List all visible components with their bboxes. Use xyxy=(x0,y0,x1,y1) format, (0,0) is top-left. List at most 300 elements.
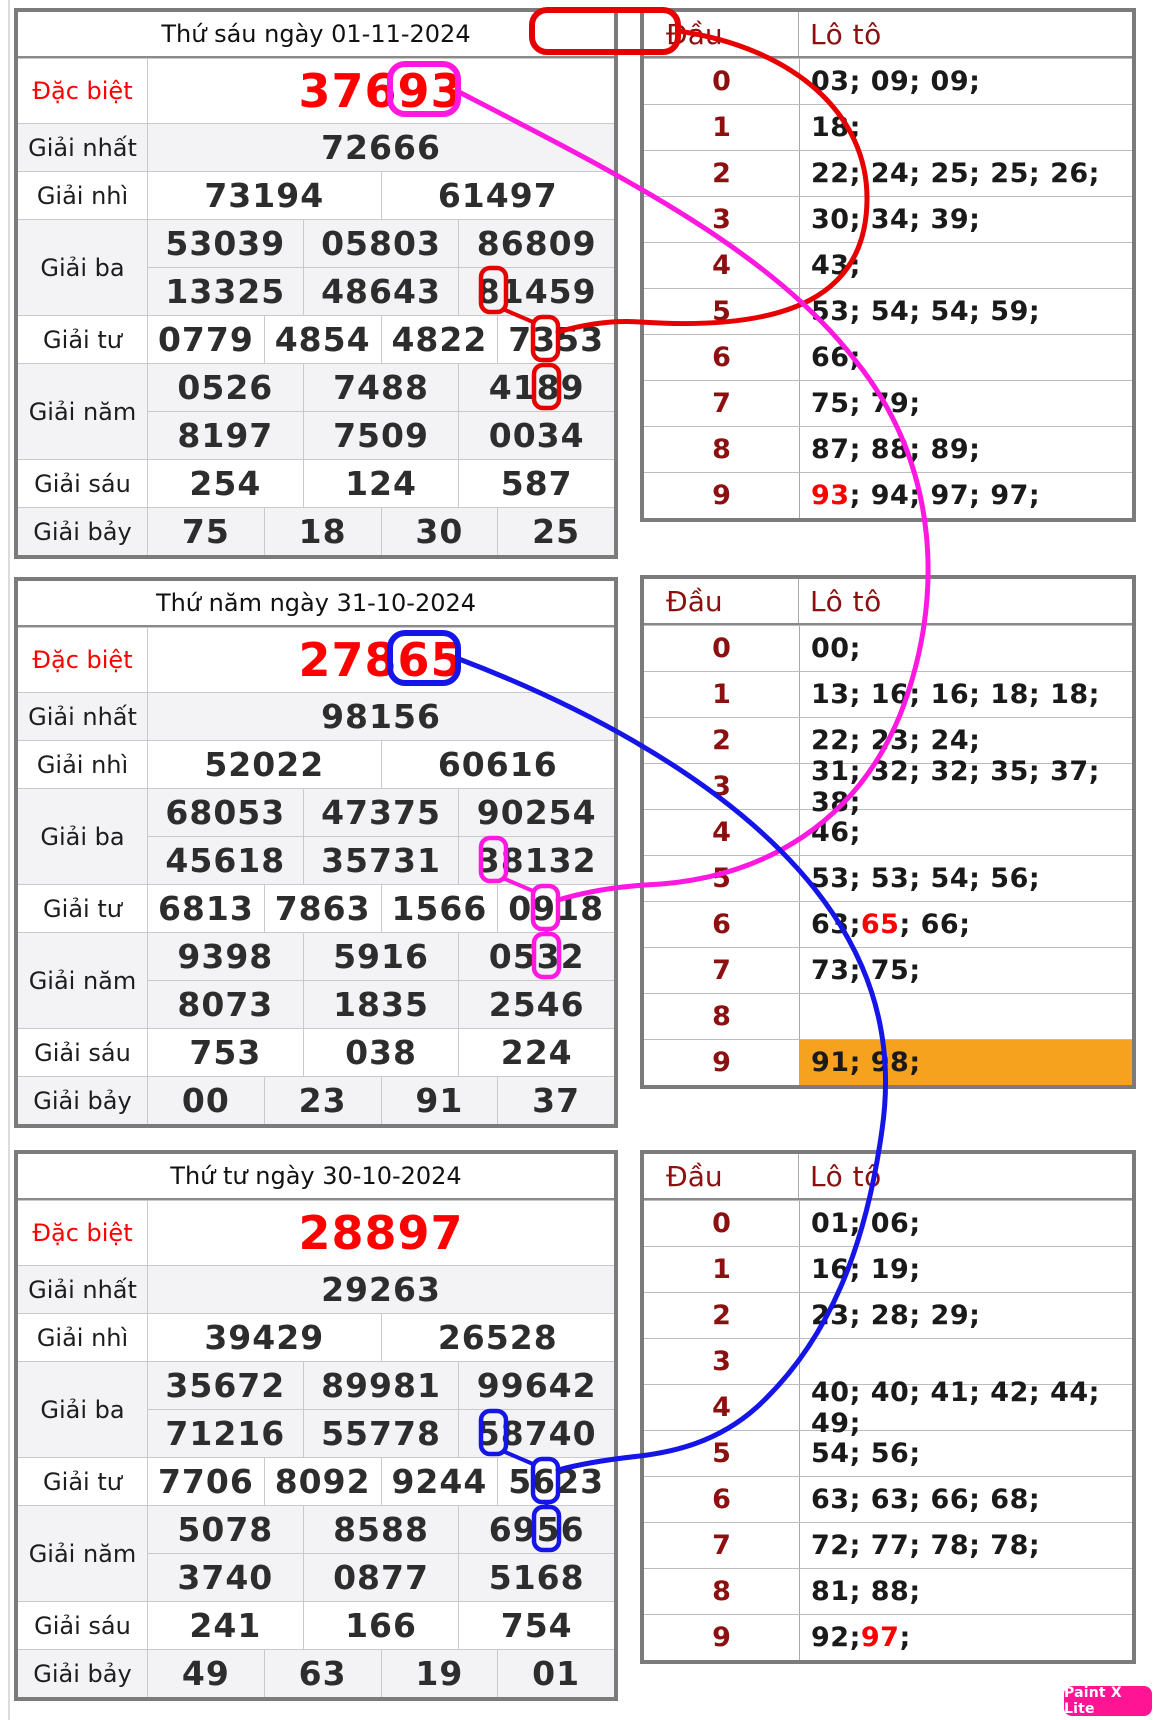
prize-number: 8197 xyxy=(177,416,274,455)
prize-row xyxy=(18,1601,614,1649)
prize-values xyxy=(148,933,614,1028)
prize-number: 72666 xyxy=(321,128,441,167)
loto-value-red: 97 xyxy=(860,1622,900,1653)
prize-values xyxy=(148,220,614,315)
prize-number: 6813 xyxy=(157,889,254,928)
loto-row xyxy=(644,150,1132,196)
prize-row xyxy=(18,123,614,171)
loto-values xyxy=(800,672,1132,717)
prize-number: 53039 xyxy=(165,224,286,263)
loto-values xyxy=(800,197,1132,242)
prize-line xyxy=(148,1029,614,1076)
prize-number: 61497 xyxy=(381,172,615,219)
loto-row xyxy=(644,993,1132,1039)
prize-number: 25 xyxy=(497,508,614,555)
prize-number: 0526 xyxy=(177,368,274,407)
loto-values xyxy=(800,1431,1132,1476)
result-table-3 xyxy=(14,1150,618,1701)
loto-row xyxy=(644,755,1132,818)
prize-number: 55778 xyxy=(303,1410,459,1457)
prize-number: 4854 xyxy=(264,316,381,363)
prize-label: Giải bảy xyxy=(18,1650,148,1697)
loto-value-text: 03; 09; 09; xyxy=(811,66,981,97)
prize-values xyxy=(148,1458,614,1505)
loto-row xyxy=(644,1292,1132,1338)
prize-number: 05803 xyxy=(303,220,459,267)
loto-row xyxy=(644,380,1132,426)
loto-head-digit: 8 xyxy=(644,427,800,472)
prize-line xyxy=(148,789,614,836)
prize-row xyxy=(18,363,614,459)
prize-number: 4189 xyxy=(458,364,614,411)
loto-col-head-loto: Lô tô xyxy=(810,1159,882,1193)
loto-row xyxy=(644,947,1132,993)
loto-values xyxy=(800,626,1132,671)
loto-col-head-dau: Đầu xyxy=(644,579,799,623)
prize-number: 753 xyxy=(189,1033,262,1072)
prize-label: Giải năm xyxy=(18,933,148,1028)
loto-row xyxy=(644,58,1132,104)
loto-value-text: ; 66; xyxy=(899,909,971,940)
prize-row xyxy=(18,1028,614,1076)
prize-number: 00 xyxy=(181,1081,230,1120)
loto-head-digit: 7 xyxy=(644,1523,800,1568)
prize-number: 37693 xyxy=(298,64,464,118)
loto-head-digit: 8 xyxy=(644,994,800,1039)
prize-row xyxy=(18,932,614,1028)
prize-line xyxy=(148,1314,614,1361)
loto-values xyxy=(800,1293,1132,1338)
loto-value-text: 53; 53; 54; 56; xyxy=(811,863,1041,894)
loto-row xyxy=(644,426,1132,472)
prize-line xyxy=(148,460,614,507)
loto-value-text: 73; 75; xyxy=(811,955,921,986)
prize-line xyxy=(148,1409,614,1457)
prize-number: 27865 xyxy=(298,633,464,687)
prize-number: 241 xyxy=(189,1606,262,1645)
loto-values xyxy=(800,59,1132,104)
prize-number: 4822 xyxy=(381,316,498,363)
loto-value-text: 46; xyxy=(811,817,861,848)
loto-value-text: 75; 79; xyxy=(811,388,921,419)
prize-number: 224 xyxy=(458,1029,614,1076)
loto-head-digit: 3 xyxy=(644,764,800,809)
loto-head-digit: 5 xyxy=(644,289,800,334)
prize-line xyxy=(148,1650,614,1697)
prize-number: 18 xyxy=(264,508,381,555)
loto-head-digit: 5 xyxy=(644,1431,800,1476)
prize-number: 81459 xyxy=(458,268,614,315)
prize-number: 13325 xyxy=(165,272,286,311)
loto-value-text: 54; 56; xyxy=(811,1438,921,1469)
loto-head-digit: 1 xyxy=(644,105,800,150)
loto-value-red: 93 xyxy=(811,480,850,511)
loto-value-text: 43; xyxy=(811,250,861,281)
prize-row xyxy=(18,1361,614,1457)
prize-line xyxy=(148,933,614,980)
prize-number: 23 xyxy=(264,1077,381,1124)
loto-header-row xyxy=(644,579,1132,625)
loto-values xyxy=(800,902,1132,947)
prize-label: Giải nhất xyxy=(18,1266,148,1313)
prize-values xyxy=(148,1029,614,1076)
result-date: Thứ tư ngày 30-10-2024 xyxy=(18,1154,614,1200)
prize-label: Giải nhì xyxy=(18,1314,148,1361)
loto-value-text: 00; xyxy=(811,633,861,664)
loto-value-text: 63; xyxy=(811,909,861,940)
prize-number: 7353 xyxy=(497,316,614,363)
prize-values xyxy=(148,1266,614,1313)
prize-number: 86809 xyxy=(458,220,614,267)
loto-values xyxy=(800,1615,1132,1660)
prize-number: 1566 xyxy=(381,885,498,932)
loto-value-text: ; xyxy=(899,1622,911,1653)
prize-line xyxy=(148,693,614,740)
loto-values xyxy=(800,243,1132,288)
prize-line xyxy=(148,124,614,171)
loto-table-1 xyxy=(640,8,1136,522)
loto-value-text: 23; 28; 29; xyxy=(811,1300,981,1331)
result-date: Thứ sáu ngày 01-11-2024 xyxy=(18,12,614,58)
prize-label: Giải bảy xyxy=(18,1077,148,1124)
prize-row xyxy=(18,219,614,315)
loto-value-text: ; 94; 97; 97; xyxy=(849,480,1041,511)
prize-row xyxy=(18,315,614,363)
loto-header-row xyxy=(644,12,1132,58)
prize-row xyxy=(18,1265,614,1313)
loto-value-text: 72; 77; 78; 78; xyxy=(811,1530,1041,1561)
loto-values xyxy=(800,1477,1132,1522)
prize-number: 7488 xyxy=(303,364,459,411)
prize-label: Giải tư xyxy=(18,885,148,932)
loto-values xyxy=(800,810,1132,855)
loto-head-digit: 2 xyxy=(644,1293,800,1338)
prize-values xyxy=(148,885,614,932)
prize-number: 91 xyxy=(381,1077,498,1124)
prize-values xyxy=(148,316,614,363)
prize-number: 2546 xyxy=(458,981,614,1028)
loto-values xyxy=(800,1201,1132,1246)
prize-row xyxy=(18,1200,614,1265)
prize-number: 0779 xyxy=(157,320,254,359)
loto-head-digit: 2 xyxy=(644,718,800,763)
prize-row xyxy=(18,58,614,123)
loto-head-digit: 9 xyxy=(644,1615,800,1660)
prize-number: 5916 xyxy=(303,933,459,980)
loto-value-text: 22; 24; 25; 25; 26; xyxy=(811,158,1100,189)
prize-row xyxy=(18,1649,614,1697)
loto-header-row xyxy=(644,1154,1132,1200)
loto-head-digit: 1 xyxy=(644,1247,800,1292)
loto-row xyxy=(644,1568,1132,1614)
prize-number: 30 xyxy=(381,508,498,555)
prize-row xyxy=(18,459,614,507)
prize-label: Giải sáu xyxy=(18,460,148,507)
prize-number: 0877 xyxy=(303,1554,459,1601)
prize-number: 8588 xyxy=(303,1506,459,1553)
prize-line xyxy=(148,59,614,123)
prize-number: 37 xyxy=(497,1077,614,1124)
prize-number: 68053 xyxy=(165,793,286,832)
prize-line xyxy=(148,1506,614,1553)
prize-number: 73194 xyxy=(204,176,325,215)
loto-values xyxy=(800,948,1132,993)
prize-values xyxy=(148,1077,614,1124)
prize-row xyxy=(18,884,614,932)
loto-value-text: 01; 06; xyxy=(811,1208,921,1239)
loto-row xyxy=(644,671,1132,717)
prize-number: 0532 xyxy=(458,933,614,980)
prize-number: 587 xyxy=(458,460,614,507)
prize-row xyxy=(18,507,614,555)
prize-values xyxy=(148,1602,614,1649)
loto-col-head-dau: Đầu xyxy=(644,1154,799,1198)
prize-number: 52022 xyxy=(204,745,325,784)
prize-line xyxy=(148,1458,614,1505)
loto-head-digit: 9 xyxy=(644,1040,800,1085)
prize-number: 7706 xyxy=(157,1462,254,1501)
prize-label: Giải tư xyxy=(18,1458,148,1505)
loto-head-digit: 4 xyxy=(644,1385,800,1430)
loto-value-text: 31; 32; 32; 35; 37; 38; xyxy=(811,755,1100,818)
loto-value-text: 18; xyxy=(811,112,861,143)
loto-row xyxy=(644,196,1132,242)
prize-label: Đặc biệt xyxy=(18,628,148,692)
loto-values xyxy=(800,1247,1132,1292)
loto-head-digit: 0 xyxy=(644,1201,800,1246)
prize-label: Giải tư xyxy=(18,316,148,363)
prize-values xyxy=(148,172,614,219)
prize-number: 89981 xyxy=(303,1362,459,1409)
prize-number: 9398 xyxy=(177,937,274,976)
loto-row xyxy=(644,1614,1132,1660)
loto-values xyxy=(800,1569,1132,1614)
loto-value-text: 63; 63; 66; 68; xyxy=(811,1484,1041,1515)
prize-line xyxy=(148,1553,614,1601)
loto-value-text: 40; 40; 41; 42; 44; 49; xyxy=(811,1376,1100,1439)
prize-number: 71216 xyxy=(165,1414,286,1453)
prize-values xyxy=(148,1650,614,1697)
loto-head-digit: 1 xyxy=(644,672,800,717)
loto-row xyxy=(644,288,1132,334)
prize-values xyxy=(148,124,614,171)
prize-line xyxy=(148,1266,614,1313)
loto-value-red: 65 xyxy=(860,909,900,940)
loto-row xyxy=(644,104,1132,150)
prize-number: 754 xyxy=(458,1602,614,1649)
prize-number: 5168 xyxy=(458,1554,614,1601)
prize-row xyxy=(18,1457,614,1505)
prize-number: 0918 xyxy=(497,885,614,932)
loto-value-text: 53; 54; 54; 59; xyxy=(811,296,1041,327)
loto-col-head-dau: Đầu xyxy=(644,12,799,56)
prize-values xyxy=(148,364,614,459)
prize-number: 6956 xyxy=(458,1506,614,1553)
prize-number: 124 xyxy=(303,460,459,507)
loto-head-digit: 4 xyxy=(644,810,800,855)
prize-number: 166 xyxy=(303,1602,459,1649)
prize-label: Giải năm xyxy=(18,1506,148,1601)
prize-label: Giải nhất xyxy=(18,693,148,740)
prize-number: 75 xyxy=(181,512,230,551)
prize-number: 5078 xyxy=(177,1510,274,1549)
loto-row xyxy=(644,1039,1132,1085)
prize-label: Giải nhất xyxy=(18,124,148,171)
prize-line xyxy=(148,1201,614,1265)
prize-line xyxy=(148,316,614,363)
loto-row xyxy=(644,334,1132,380)
loto-head-digit: 5 xyxy=(644,856,800,901)
prize-line xyxy=(148,220,614,267)
loto-col-head-loto: Lô tô xyxy=(810,584,882,618)
prize-number: 1835 xyxy=(303,981,459,1028)
prize-values xyxy=(148,460,614,507)
prize-number: 19 xyxy=(381,1650,498,1697)
prize-label: Giải ba xyxy=(18,220,148,315)
prize-values xyxy=(148,741,614,788)
loto-head-digit: 6 xyxy=(644,902,800,947)
loto-value-text: 22; 23; 24; xyxy=(811,725,981,756)
loto-row xyxy=(644,1476,1132,1522)
loto-row xyxy=(644,1522,1132,1568)
prize-label: Đặc biệt xyxy=(18,1201,148,1265)
prize-number: 9244 xyxy=(381,1458,498,1505)
prize-number: 038 xyxy=(303,1029,459,1076)
prize-number: 01 xyxy=(497,1650,614,1697)
prize-number: 58740 xyxy=(458,1410,614,1457)
loto-head-digit: 3 xyxy=(644,1339,800,1384)
loto-values xyxy=(800,289,1132,334)
loto-values xyxy=(800,1523,1132,1568)
loto-values xyxy=(800,856,1132,901)
prize-label: Giải nhì xyxy=(18,741,148,788)
loto-head-digit: 3 xyxy=(644,197,800,242)
prize-line xyxy=(148,980,614,1028)
loto-head-digit: 7 xyxy=(644,948,800,993)
prize-label: Giải sáu xyxy=(18,1602,148,1649)
loto-row xyxy=(644,1200,1132,1246)
loto-values xyxy=(800,473,1132,518)
prize-number: 8073 xyxy=(177,985,274,1024)
loto-table-2 xyxy=(640,575,1136,1089)
loto-value-text: 87; 88; 89; xyxy=(811,434,981,465)
prize-number: 8092 xyxy=(264,1458,381,1505)
prize-values xyxy=(148,628,614,692)
loto-values xyxy=(800,381,1132,426)
prize-row xyxy=(18,1313,614,1361)
loto-value-text: 66; xyxy=(811,342,861,373)
prize-values xyxy=(148,1314,614,1361)
loto-head-digit: 0 xyxy=(644,59,800,104)
page-edge-line xyxy=(8,0,10,1720)
loto-head-digit: 0 xyxy=(644,626,800,671)
loto-head-digit: 6 xyxy=(644,335,800,380)
prize-number: 47375 xyxy=(303,789,459,836)
prize-label: Giải ba xyxy=(18,1362,148,1457)
prize-number: 45618 xyxy=(165,841,286,880)
prize-number: 63 xyxy=(264,1650,381,1697)
loto-head-digit: 6 xyxy=(644,1477,800,1522)
loto-values xyxy=(800,151,1132,196)
prize-number: 7863 xyxy=(264,885,381,932)
prize-line xyxy=(148,172,614,219)
loto-value-text: 81; 88; xyxy=(811,1576,921,1607)
prize-values xyxy=(148,1506,614,1601)
prize-line xyxy=(148,836,614,884)
prize-number: 7509 xyxy=(303,412,459,459)
prize-row xyxy=(18,627,614,692)
loto-values xyxy=(800,335,1132,380)
loto-table-3 xyxy=(640,1150,1136,1664)
prize-row xyxy=(18,1505,614,1601)
prize-row xyxy=(18,1076,614,1124)
loto-row xyxy=(644,809,1132,855)
prize-values xyxy=(148,508,614,555)
prize-number: 26528 xyxy=(381,1314,615,1361)
loto-row xyxy=(644,901,1132,947)
loto-value-text: 92; xyxy=(811,1622,861,1653)
loto-value-text: 91; 98; xyxy=(811,1047,921,1078)
prize-line xyxy=(148,1362,614,1409)
prize-label: Đặc biệt xyxy=(18,59,148,123)
prize-values xyxy=(148,59,614,123)
prize-row xyxy=(18,740,614,788)
prize-line xyxy=(148,1602,614,1649)
prize-line xyxy=(148,885,614,932)
prize-number: 60616 xyxy=(381,741,615,788)
prize-line xyxy=(148,267,614,315)
watermark-badge: Paint X Lite xyxy=(1064,1686,1152,1716)
prize-number: 48643 xyxy=(303,268,459,315)
prize-line xyxy=(148,508,614,555)
prize-number: 98156 xyxy=(321,697,441,736)
loto-head-digit: 8 xyxy=(644,1569,800,1614)
loto-row xyxy=(644,472,1132,518)
loto-values xyxy=(800,755,1132,818)
prize-number: 38132 xyxy=(458,837,614,884)
prize-number: 3740 xyxy=(177,1558,274,1597)
prize-number: 90254 xyxy=(458,789,614,836)
loto-row xyxy=(644,1246,1132,1292)
prize-line xyxy=(148,364,614,411)
prize-number: 5623 xyxy=(497,1458,614,1505)
loto-values xyxy=(800,994,1132,1039)
loto-values xyxy=(800,427,1132,472)
prize-number: 29263 xyxy=(321,1270,441,1309)
prize-number: 254 xyxy=(189,464,262,503)
prize-values xyxy=(148,1201,614,1265)
loto-values-highlighted xyxy=(800,1040,1132,1085)
loto-head-digit: 9 xyxy=(644,473,800,518)
loto-row xyxy=(644,625,1132,671)
prize-label: Giải sáu xyxy=(18,1029,148,1076)
result-table-1 xyxy=(14,8,618,559)
prize-row xyxy=(18,171,614,219)
prize-number: 0034 xyxy=(458,412,614,459)
loto-head-digit: 2 xyxy=(644,151,800,196)
loto-row xyxy=(644,242,1132,288)
loto-value-text: 13; 16; 16; 18; 18; xyxy=(811,679,1100,710)
loto-head-digit: 7 xyxy=(644,381,800,426)
prize-line xyxy=(148,628,614,692)
loto-col-head-loto: Lô tô xyxy=(810,17,882,51)
prize-number: 99642 xyxy=(458,1362,614,1409)
prize-line xyxy=(148,741,614,788)
prize-label: Giải nhì xyxy=(18,172,148,219)
prize-row xyxy=(18,788,614,884)
prize-line xyxy=(148,1077,614,1124)
prize-row xyxy=(18,692,614,740)
